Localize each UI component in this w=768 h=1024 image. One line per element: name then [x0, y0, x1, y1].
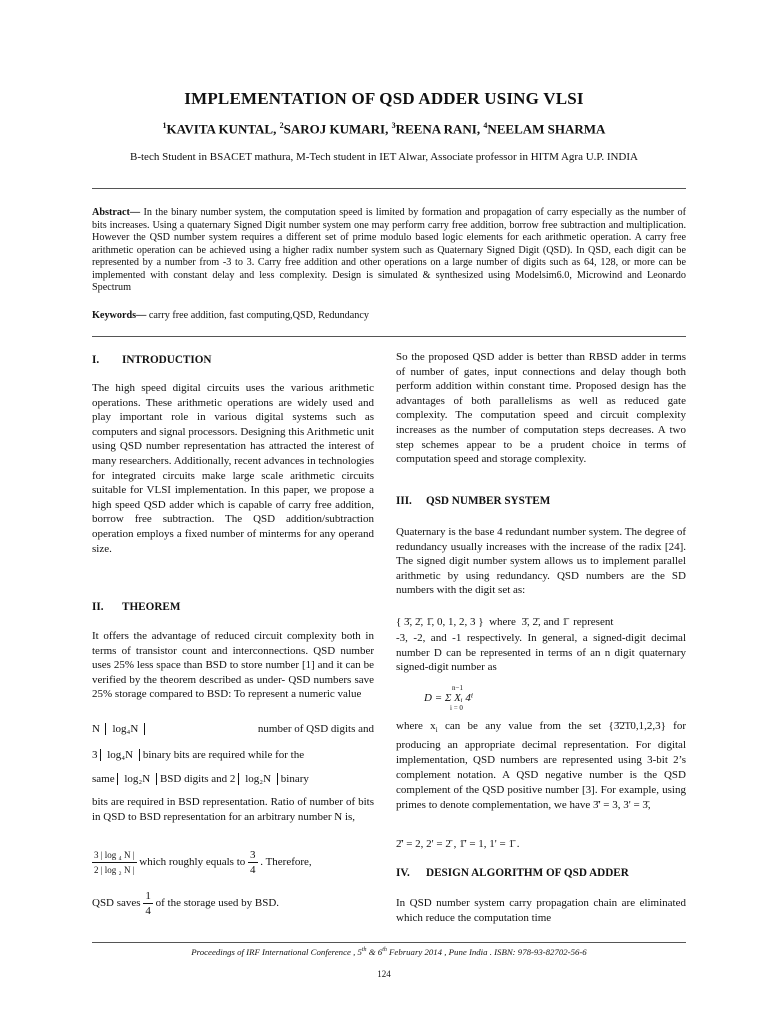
section-2-heading [92, 600, 374, 615]
saves-pre: QSD saves [92, 897, 141, 910]
qsd-paragraph-3 [396, 719, 686, 813]
saves-line [92, 889, 374, 918]
section-3-heading [396, 494, 686, 509]
math-3-post: binary [280, 773, 309, 785]
section-3-number: III. [396, 495, 412, 507]
digit-set-mid: where [489, 616, 516, 628]
ratio-end: . Therefore, [260, 856, 312, 869]
negative-digits: 3̄, 2̄, and 1̄ [521, 616, 568, 628]
affiliation: B-tech Student in BSACET mathura, M-Tech student in IET Alwar, Associate professor in HITM Agra U.P. INDIA [130, 151, 638, 163]
fraction-14-numerator: 1 [145, 890, 151, 902]
math-2-expr: log₄N [100, 749, 140, 761]
sum-formula [396, 683, 686, 713]
qsd-para3-a: where x [396, 720, 436, 732]
keywords-text: carry free addition, fast computing,QSD, Redundancy [146, 310, 369, 321]
ratio-line [92, 848, 374, 877]
author-3-index: 3 [391, 121, 396, 130]
fraction-34-denominator: 4 [250, 864, 256, 876]
footer-sup-2: th [382, 947, 387, 954]
section-2-title: THEOREM [122, 601, 181, 613]
author-3-name: REENA RANI, [395, 121, 484, 137]
section-4-title: DESIGN ALGORITHM OF QSD ADDER [426, 867, 629, 879]
ratio-text: which roughly equals to [139, 856, 246, 869]
footer-proceedings-start: Proceedings of IRF International Conference , 5 [191, 947, 362, 957]
ratio-numerator: 3 | log ₄ N | [92, 848, 137, 863]
author-1-name: KAVITA KUNTAL, [166, 121, 280, 137]
fraction-34-numerator: 3 [250, 849, 256, 861]
formula-body: D = Σ Xᵢ 4ⁱ [424, 692, 474, 704]
ratio-denominator: 2 | log ₂ N | [94, 865, 135, 875]
divider-top [92, 188, 686, 189]
author-2-index: 2 [279, 121, 284, 130]
keywords [92, 310, 686, 321]
footer-mid: & 6 [366, 947, 383, 957]
math-2-post: binary bits are required while for the [142, 749, 305, 761]
math-1-expr: log₄N [105, 723, 145, 735]
section-4-number: IV. [396, 867, 410, 879]
author-2-name: SAROJ KUMARI, [283, 121, 392, 137]
complement-line-1: 3̄' = 3, 3' = 3̄, [593, 799, 651, 812]
divider-bottom [92, 336, 686, 337]
section-2-number: II. [92, 601, 104, 613]
math-2-pre: 3 [92, 749, 98, 761]
math-1-post: number of QSD digits and [257, 723, 374, 735]
abstract-text: In the binary number system, the computation speed is limited by formation and propagation of carry especially as the number of bits increases. Using a quaternary Signed Digit number system one may perform carry free addition, borrow free subtraction and multiplication. However the QSD number system requires a different set of prime modulo based logic elements for each arithmetic operation. A carry free arithmetic operation can be achieved using a higher radix number system such as Quaternary Signed Digit (QSD). In QSD, each digit can be represented by a number from -3 to 3. Carry free addition and other operations on a large number of digits such as 64, 128, or more can be implemented with constant delay and less complexity. Design is simulated & synthesized using Modelsim6.0, Microwind and Leonardo Spectrum [92, 207, 686, 293]
right-intro-paragraph: So the proposed QSD adder is better than RBSD adder in terms of number of gates, input connections and delay though both perform addition within constant time. Proposed design has the advantages of both parallelisms as well as reduced gate complexity. The computation speed and circuit complexity increases as the number of computation steps decreases. A two step schemes appear to be a prudent choice in terms of computation speed and storage complexity. [396, 351, 686, 466]
math-line-1 [92, 720, 374, 738]
paper-title: IMPLEMENTATION OF QSD ADDER USING VLSI [184, 89, 584, 108]
theorem-paragraph: It offers the advantage of reduced circuit complexity both in terms of transistor count and interconnections. QSD number uses 25% less space than BSD to store number [1] and it can be verified by the theorem described as under- QSD numbers save 25% storage compared to BSD: To represent a numeric value [92, 630, 374, 701]
fraction-one-quarter [143, 889, 153, 918]
introduction-paragraph: The high speed digital circuits uses the various arithmetic operations. These arithmetic operations are widely used and play important role in various digital systems such as computers and signal processors. Designing this Arithmetic unit using QSD number representation has attracted the interest of many researchers. Additionally, recent advances in technologies for integrated circuits make large scale arithmetic circuits suitable for VLSI implementation. In this paper, we propose a high speed QSD adder which is capable of carry free addition, borrow free subtraction. The QSD addition/subtraction operation employs a fixed number of minterms for any operand size. [92, 382, 374, 555]
author-1-index: 1 [162, 121, 167, 130]
qsd-paragraph-2: -3, -2, and -1 respectively. In general, a signed-digit decimal number D can be represented in terms of an n digit quaternary signed-digit number as [396, 632, 686, 674]
footer-proceedings [92, 947, 686, 957]
section-4-heading [396, 866, 686, 881]
page-number: 124 [377, 969, 391, 979]
abstract-label: Abstract— [92, 207, 141, 218]
digit-set-line [396, 615, 686, 630]
author-4-index: 4 [483, 121, 488, 130]
keywords-label: Keywords— [92, 310, 147, 321]
formula-upper-limit: n−1 [452, 684, 463, 692]
section-3-title: QSD NUMBER SYSTEM [426, 495, 551, 507]
ratio-fraction [92, 848, 137, 877]
footer-rest: February 2014 , Pune India . ISBN: 978-93-82702-56-6 [386, 947, 587, 957]
section-1-number: I. [92, 354, 100, 366]
saves-post: of the storage used by BSD. [155, 897, 280, 910]
digit-set-post: represent [573, 616, 614, 628]
design-paragraph: In QSD number system carry propagation chain are eliminated which reduce the computation time [396, 897, 686, 924]
math-line-3 [92, 770, 374, 788]
qsd-para3-b: can be any value from the set {3̄2̄1̄0,1,2,3} for producing an appropriate decimal representation. For digital implementation, QSD numbers are represented using 3-bit 2’s complement notation. A QSD negative number is the QSD complement of the QSD positive number [3]. For example, using primes to denote complementation, we have [396, 720, 686, 812]
footer-divider [92, 942, 686, 943]
abstract [92, 207, 686, 295]
author-4-name: NEELAM SHARMA [487, 121, 606, 137]
math-3-expr2: log₂N [238, 773, 278, 785]
math-1-pre: N [92, 723, 100, 735]
math-line-2 [92, 746, 374, 764]
fraction-14-denominator: 4 [145, 905, 151, 917]
theorem-paragraph-2: bits are required in BSD representation. Ratio of number of bits in QSD to BSD representation for an arbitrary number N is, [92, 796, 374, 823]
qsd-para3-sub: i [435, 726, 438, 735]
fraction-three-quarters [248, 848, 258, 877]
footer-sup-1: th [361, 947, 367, 954]
digit-set: { 3̄, 2̄, 1̄, 0, 1, 2, 3 } [396, 616, 484, 628]
qsd-paragraph: Quaternary is the base 4 redundant number system. The degree of redundancy usually increases with the increase of the radix [24]. The signed digit number system allows us to implement parallel arithmetic by using redundancy. QSD numbers are the SD numbers with the digit set as: [396, 526, 686, 597]
formula-lower-limit: i = 0 [450, 704, 463, 712]
math-3-mid: BSD digits and 2 [159, 773, 236, 785]
section-1-title: INTRODUCTION [122, 354, 212, 366]
math-3-pre: same [92, 773, 115, 785]
section-1-heading [92, 353, 374, 368]
complement-line-2 [396, 837, 686, 852]
complement-line-2-text: 2̄' = 2, 2' = 2̄ , 1̄' = 1, 1' = 1̄ . [396, 838, 520, 850]
math-3-expr: log₂N [117, 773, 157, 785]
author-list [0, 121, 768, 137]
